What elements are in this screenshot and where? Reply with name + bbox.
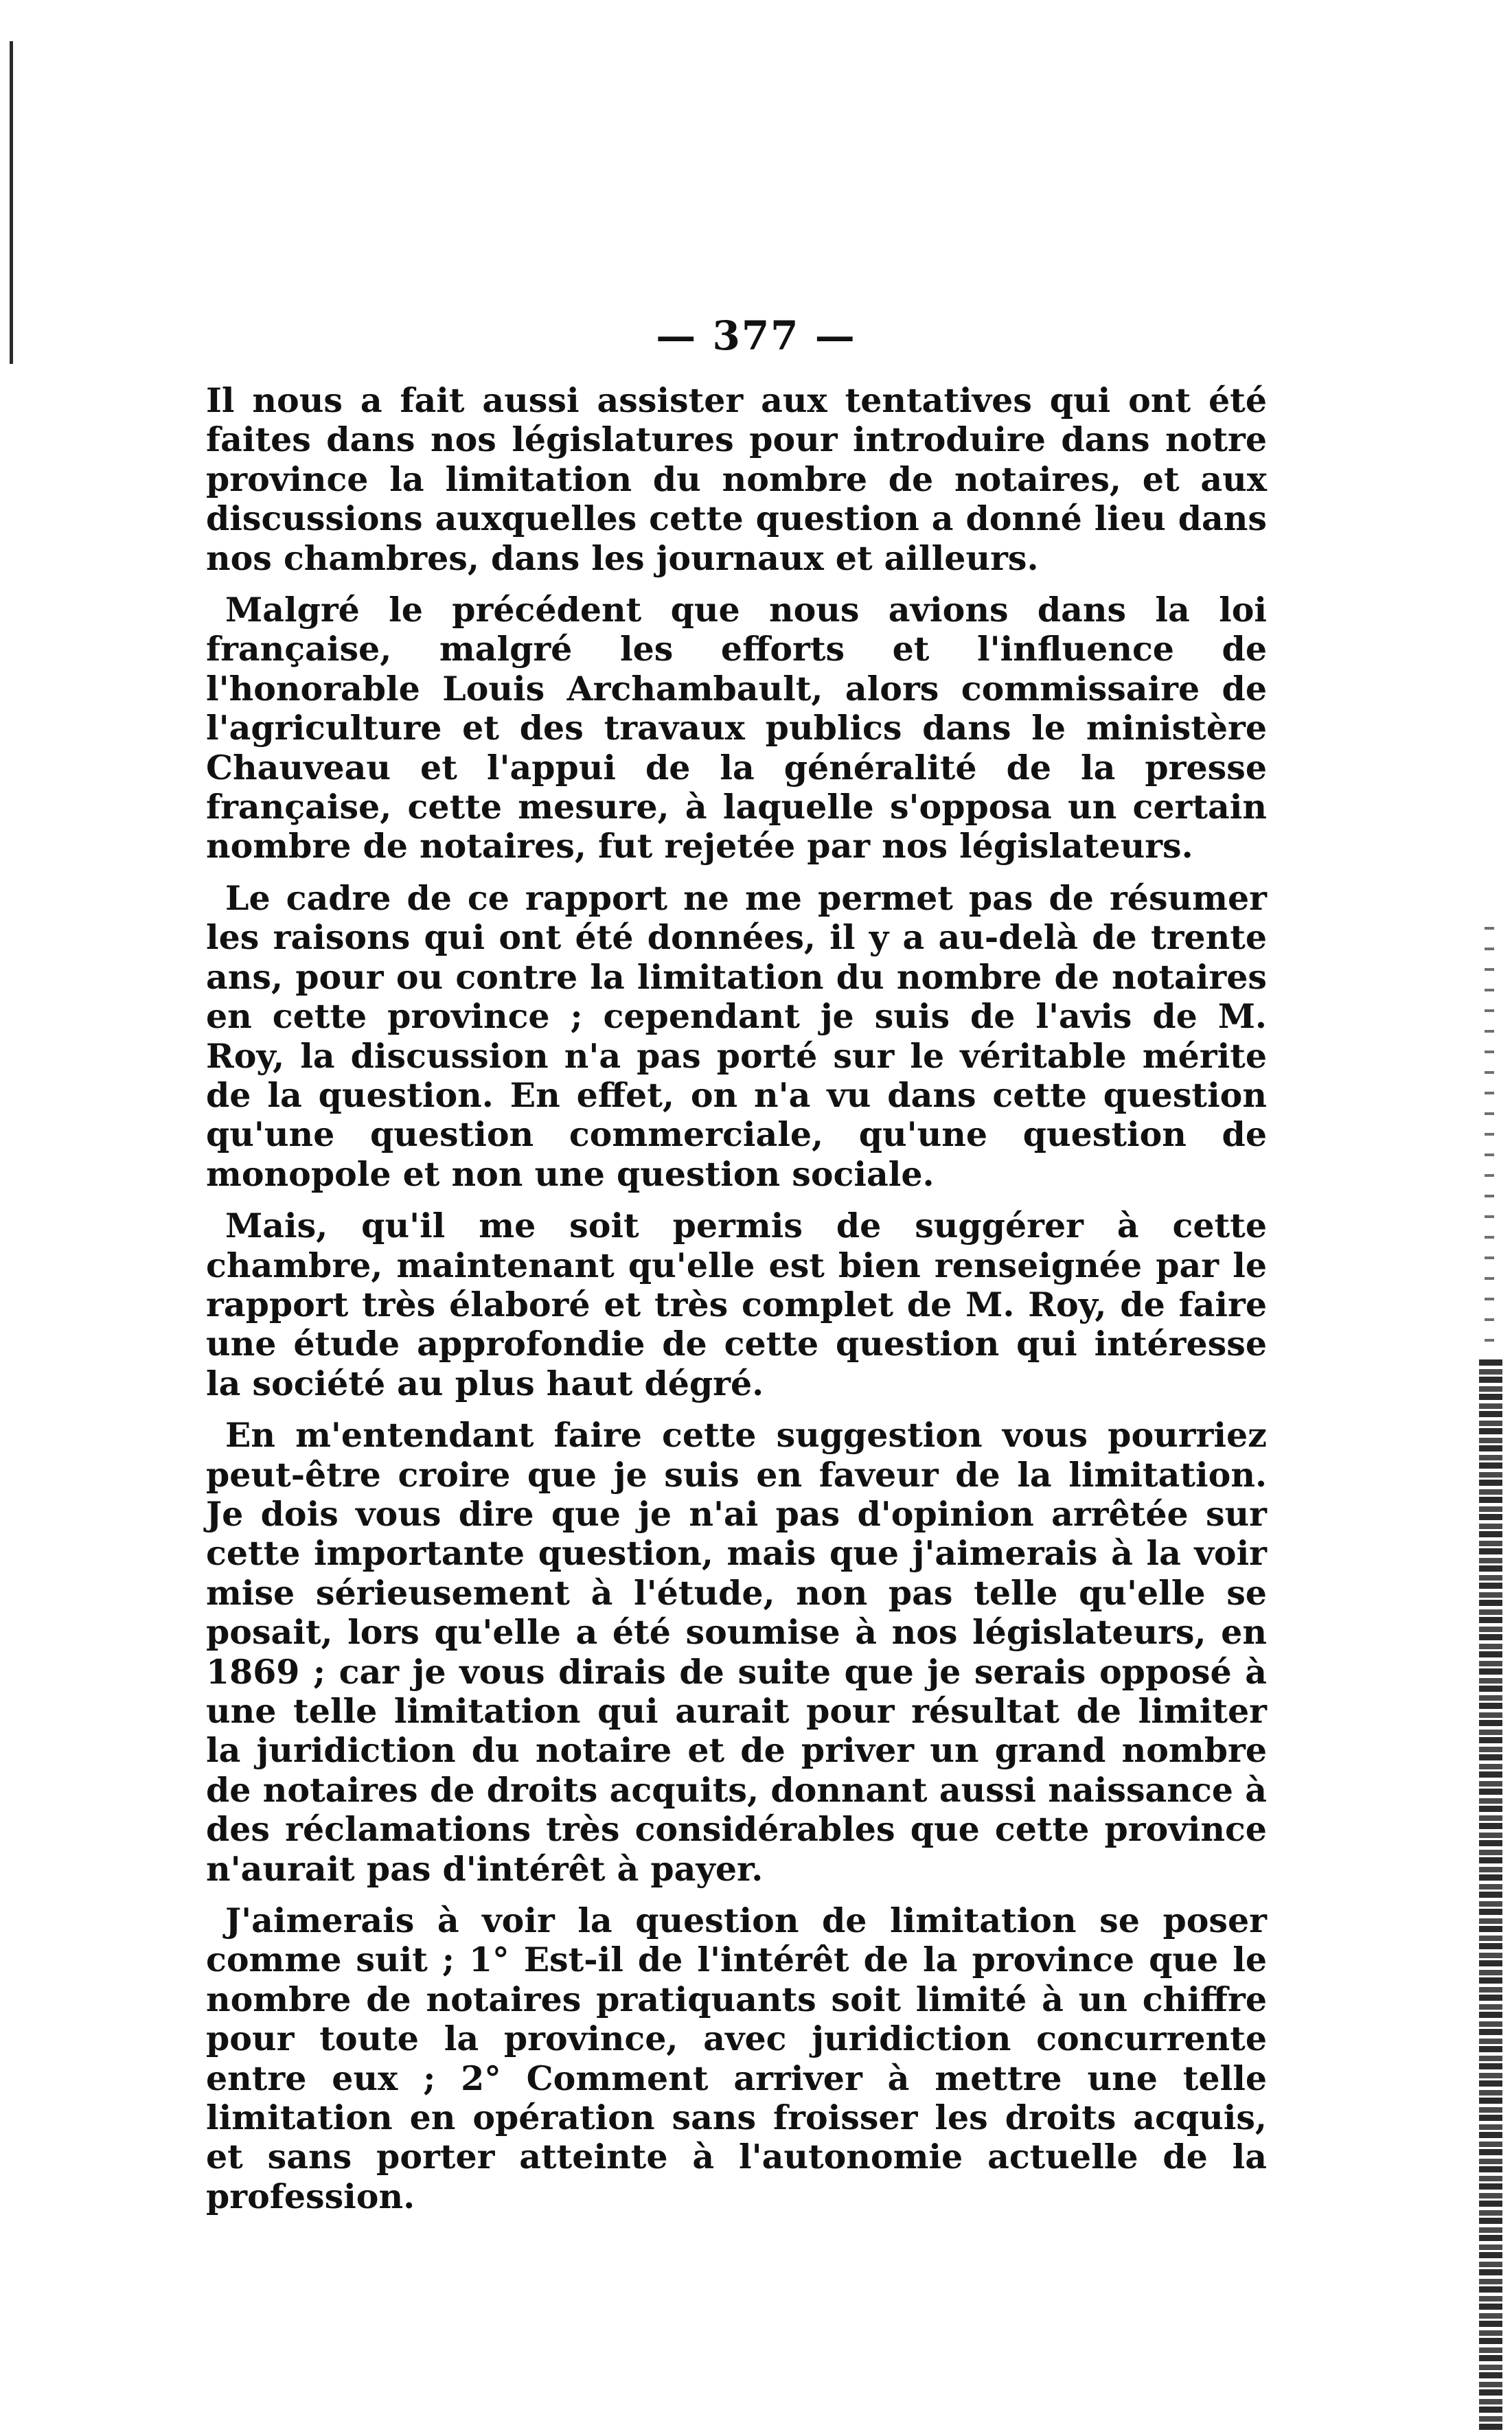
- scan-edge-right-binding: [1479, 1359, 1502, 2431]
- paragraph: Malgré le précédent que nous avions dans la loi française, malgré les efforts et l'influence de l'honorable Louis Archambault, alors commissaire de l'agriculture et des travaux publics dans le ministère Chauveau et l'appui de la généralité de la presse française, cette mesure, à laquelle s'opposa un certain nombre de notaires, fut rejetée par nos législateurs.: [206, 590, 1267, 866]
- body-text: [206, 381, 1267, 2216]
- paragraph: Le cadre de ce rapport ne me permet pas de résumer les raisons qui ont été données, il y a au-delà de trente ans, pour ou contre la limitation du nombre de notaires en cette province ; cependant je suis de l'avis de M. Roy, la discussion n'a pas porté sur le véritable mérite de la question. En effet, on n'a vu dans cette question qu'une question commerciale, qu'une question de monopole et non une question sociale.: [206, 877, 1267, 1194]
- page-number: — 377 —: [656, 312, 856, 359]
- paragraph: Il nous a fait aussi assister aux tentatives qui ont été faites dans nos législatures pour introduire dans notre province la limitation du nombre de notaires, et aux discussions auxquelles cette question a donné lieu dans nos chambres, dans les journaux et ailleurs.: [206, 380, 1267, 578]
- scan-edge-right-marks: [1485, 927, 1494, 1353]
- paragraph: En m'entendant faire cette suggestion vous pourriez peut-être croire que je suis en faveur de la limitation. Je dois vous dire que je n'ai pas d'opinion arrêtée sur cette importante question, mais que j'aimerais à la voir mise sérieusement à l'étude, non pas telle qu'elle se posait, lors qu'elle a été soumise à nos législateurs, en 1869 ; car je vous dirais de suite que je serais opposé à une telle limitation qui aurait pour résultat de limiter la juridiction du notaire et de priver un grand nombre de notaires de droits acquits, donnant aussi naissance à des réclamations très considérables que cette province n'aurait pas d'intérêt à payer.: [206, 1415, 1267, 1889]
- paragraph: Mais, qu'il me soit permis de suggérer à cette chambre, maintenant qu'elle est bien renseignée par le rapport très élaboré et très complet de M. Roy, de faire une étude approfondie de cette question qui intéresse la société au plus haut dégré.: [206, 1206, 1267, 1403]
- paragraph: J'aimerais à voir la question de limitation se poser comme suit ; 1° Est-il de l'intérêt de la province que le nombre de notaires pratiquants soit limité à un chiffre pour toute la province, avec juridiction concurrente entre eux ; 2° Comment arriver à mettre une telle limitation en opération sans froisser les droits acquis, et sans porter atteinte à l'autonomie actuelle de la profession.: [206, 1901, 1267, 2216]
